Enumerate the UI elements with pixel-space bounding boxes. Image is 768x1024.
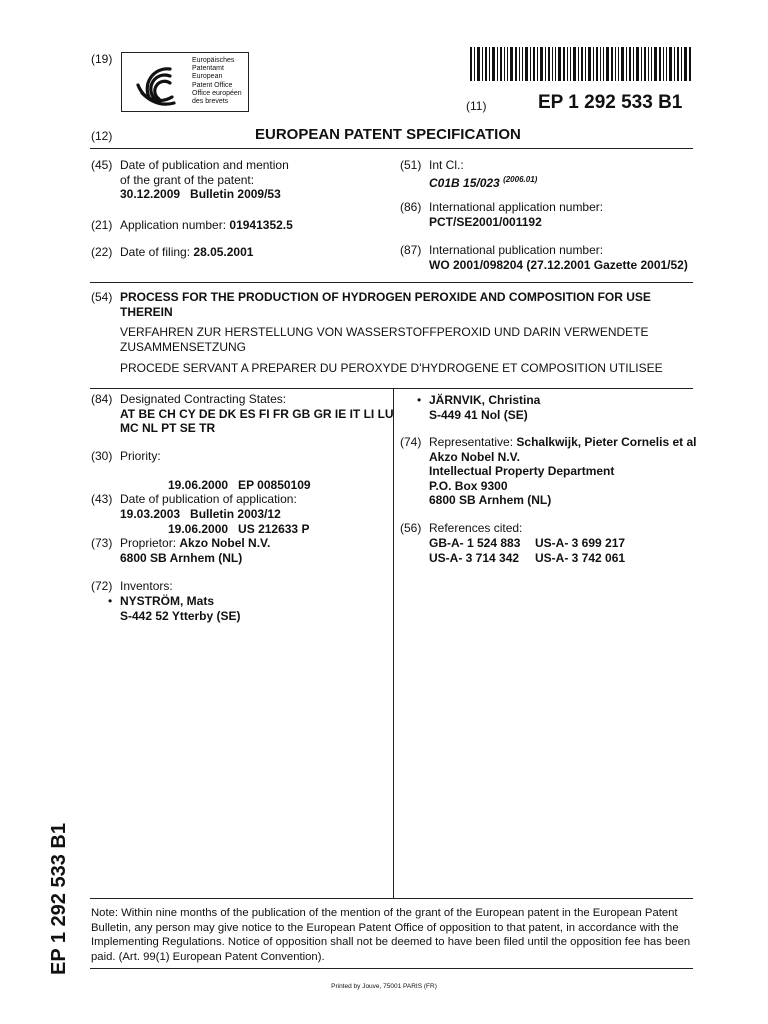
divider: [90, 388, 693, 389]
reference-row: [429, 536, 625, 551]
tag-21: (21): [91, 218, 113, 232]
representative-label: Representative:: [429, 435, 514, 449]
tag-30: (30): [91, 449, 113, 463]
opposition-note: [91, 906, 690, 964]
tag-43: (43): [91, 492, 113, 506]
representative-line: P.O. Box 9300: [429, 478, 508, 493]
tag-54: (54): [91, 290, 113, 304]
note-line: Note: Within nine months of the publication of the mention of the grant of the European patent in the European Patent: [91, 907, 678, 919]
bullet: •: [108, 594, 113, 608]
tag-74: (74): [400, 435, 422, 449]
office-line: Office européen: [192, 89, 242, 97]
epo-logo: [121, 52, 249, 112]
int-cl-version: (2006.01): [503, 174, 538, 184]
filing-label: Date of filing:: [120, 245, 191, 259]
bullet: •: [417, 393, 422, 407]
tag-11: (11): [466, 99, 487, 113]
title-line: ZUSAMMENSETZUNG: [120, 339, 246, 354]
filing-value: 28.05.2001: [193, 245, 254, 259]
reference: GB-A- 1 524 883: [429, 536, 521, 550]
barcode: [470, 47, 692, 81]
publication-application-label: Date of publication of application:: [120, 492, 297, 506]
inventor-address: S-442 52 Ytterby (SE): [120, 608, 241, 623]
tag-45: (45): [91, 158, 113, 172]
international-publication-label: International publication number:: [429, 243, 604, 257]
epo-emblem-icon: [128, 55, 188, 111]
representative-line: 6800 SB Arnhem (NL): [429, 493, 552, 507]
priority-value: 19.06.2000 EP 00850109: [168, 478, 311, 492]
publication-application-value: 19.03.2003 Bulletin 2003/12: [120, 506, 281, 521]
title-line: VERFAHREN ZUR HERSTELLUNG VON WASSERSTOFFPEROXID UND DARIN VERWENDETE: [120, 325, 649, 339]
states-value: AT BE CH CY DE DK ES FI FR GB GR IE IT LI LU: [120, 406, 394, 421]
divider: [90, 898, 693, 899]
tag-12: (12): [91, 129, 113, 143]
title-line: THEREIN: [120, 304, 173, 319]
int-cl-label: Int Cl.:: [429, 158, 464, 172]
inventor-entry: [429, 393, 540, 422]
tag-86: (86): [400, 200, 422, 214]
application-value: 01941352.5: [229, 218, 293, 232]
reference: US-A- 3 699 217: [535, 536, 626, 550]
note-line: Implementing Regulations. Notice of opposition shall not be deemed to have been filed until the opposition fee has been: [91, 936, 691, 948]
office-line: European: [192, 73, 223, 81]
tag-73: (73): [91, 536, 113, 550]
tag-51: (51): [400, 158, 422, 172]
tag-22: (22): [91, 245, 113, 259]
office-name: [192, 57, 242, 106]
tag-72: (72): [91, 579, 113, 593]
representative-line: Akzo Nobel N.V.: [429, 449, 520, 464]
side-patent-number: EP 1 292 533 B1: [48, 823, 70, 975]
patent-number: EP 1 292 533 B1: [538, 92, 683, 113]
international-application-value: PCT/SE2001/001192: [429, 214, 542, 229]
int-cl-value: C01B 15/023: [429, 175, 500, 190]
title-german: [120, 325, 649, 354]
priority-value: 19.06.2000 US 212633 P: [168, 521, 310, 536]
tag-87: (87): [400, 243, 422, 257]
publication-application-field: [120, 492, 297, 521]
office-line: Patentamt: [192, 65, 224, 73]
tag-19: (19): [91, 52, 113, 66]
inventors-label: Inventors:: [120, 579, 173, 593]
international-publication-value: WO 2001/098204 (27.12.2001 Gazette 2001/52): [429, 257, 688, 272]
application-label: Application number:: [120, 218, 227, 232]
representative-line: Intellectual Property Department: [429, 464, 615, 478]
publication-label: Date of publication and mention: [120, 158, 289, 172]
tag-56: (56): [400, 521, 422, 535]
publication-label: of the grant of the patent:: [120, 172, 255, 187]
references-label: References cited:: [429, 521, 523, 535]
inventor-name: JÄRNVIK, Christina: [429, 393, 541, 407]
divider: [90, 148, 693, 149]
document-type: EUROPEAN PATENT SPECIFICATION: [255, 126, 521, 143]
reference-row: [429, 551, 625, 566]
application-number-field: [120, 218, 293, 232]
international-application-label: International application number:: [429, 200, 604, 214]
reference: US-A- 3 714 342: [429, 550, 520, 565]
representative-field: [429, 435, 696, 508]
divider: [90, 282, 693, 283]
inventor-entry: [120, 594, 241, 623]
note-line: paid. (Art. 99(1) European Patent Convention).: [91, 950, 325, 963]
office-line: des brevets: [192, 98, 229, 106]
reference: US-A- 3 742 061: [535, 550, 626, 565]
divider: [90, 968, 693, 969]
inventor-name: NYSTRÖM, Mats: [120, 594, 215, 608]
proprietor-address: 6800 SB Arnhem (NL): [120, 550, 243, 565]
priority-label: Priority:: [120, 449, 161, 463]
title-french: PROCEDE SERVANT A PREPARER DU PEROXYDE D'HYDROGENE ET COMPOSITION UTILISEE: [120, 361, 663, 375]
title-line: PROCESS FOR THE PRODUCTION OF HYDROGEN PEROXIDE AND COMPOSITION FOR USE: [120, 290, 651, 304]
proprietor-field: [120, 536, 270, 565]
office-line: Patent Office: [192, 81, 233, 89]
int-cl-field: [429, 158, 537, 190]
filing-date-field: [120, 245, 253, 259]
publication-date-field: [120, 158, 289, 202]
title-english: [120, 290, 651, 319]
note-line: Bulletin, any person may give notice to the European Patent Office of opposition to that patent, in accordance with the: [91, 921, 679, 934]
column-divider: [393, 389, 394, 898]
publication-value: 30.12.2009 Bulletin 2009/53: [120, 187, 281, 201]
international-publication-field: [429, 243, 688, 272]
representative-name: Schalkwijk, Pieter Cornelis et al: [516, 435, 697, 449]
proprietor-label: Proprietor:: [120, 536, 177, 550]
states-value: MC NL PT SE TR: [120, 421, 216, 435]
tag-84: (84): [91, 392, 113, 406]
states-label: Designated Contracting States:: [120, 392, 287, 406]
international-application-field: [429, 200, 603, 229]
printer-credit: Printed by Jouve, 75001 PARIS (FR): [331, 983, 437, 990]
references-list: [429, 536, 625, 565]
inventor-address: S-449 41 Nol (SE): [429, 407, 528, 422]
designated-states-field: [120, 392, 394, 436]
proprietor-name: Akzo Nobel N.V.: [179, 536, 271, 550]
office-line: Europäisches: [192, 57, 235, 64]
